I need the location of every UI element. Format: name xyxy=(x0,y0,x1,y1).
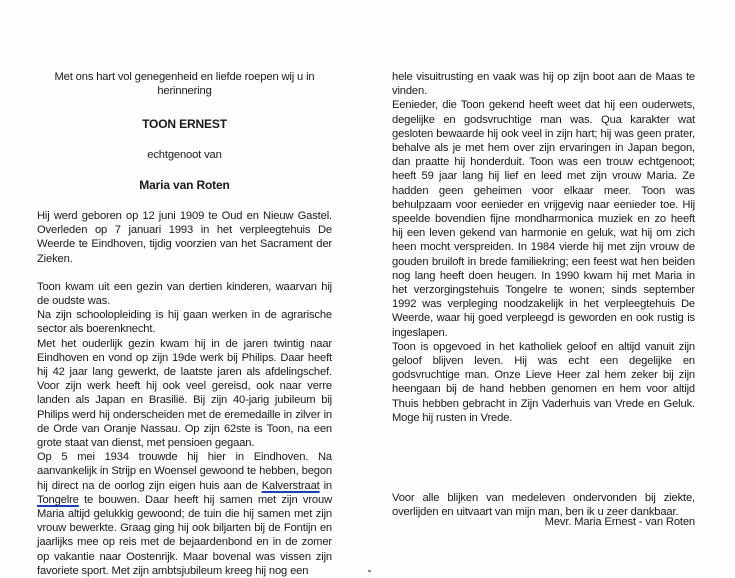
spouse-of-label: echtgenoot van xyxy=(147,148,222,161)
right-column xyxy=(392,70,695,425)
spouse-name: Maria van Roten xyxy=(139,177,230,192)
character-paragraph: Eenieder, die Toon gekend heeft weet dat hij een ouderwets, degelijke en godsvruchtige man was. Qua karakter wat gesloten bewaarde hij ook veel in zijn hart; hij was geen prater, behalve als je met hem over zijn ervaringen in Japan begon, dan praatte hij honderduit. Toon was een trouw echtgenoot; heeft 59 jaar lang hij lief en leed met zijn vrouw Maria. Ze hadden geen geheimen voor elkaar meer. Toon was behulpzaam voor eenieder en vrijgevig naar eenieder toe. Hij speelde bovendien fijne mondharmonica muziek en zo heeft hij een leven gekend van harmonie en geluk, wat hij om zich heen mocht verspreiden. In 1984 vierde hij met zijn vrouw de gouden bruiloft in brede familiekring; een feest wat hen beiden nog lang heeft doen heugen. In 1990 kwam hij met Maria in het verzorgingstehuis Tongelre te wonen; sinds september 1992 was verpleging noodzakelijk in het verpleegtehuis De Weerde, waar hij goed verpleegd is geworden en ook rustig is ingeslapen. xyxy=(392,99,695,339)
place-name: Tongelre xyxy=(37,493,79,506)
signature: Mevr. Maria Ernest - van Roten xyxy=(544,516,695,528)
marriage-paragraph xyxy=(37,450,332,578)
scan-speck xyxy=(368,570,371,572)
career-paragraph: Met het ouderlijk gezin kwam hij in de jaren twintig naar Eindhoven en vond op zijn 19de werk bij Philips. Daar heeft hij 42 jaar lang gewerkt, de laatste jaren als afdelingschef. Voor zijn werk heeft hij ook veel gereisd, ook naar verre landen als Japan en Brasilië. Bij zijn 40-jarig jubileum bij Philips werd hij onderscheiden met de eremedaille in zilver in de Orde van Oranje Nassau. Op zijn 62ste is Toon, na een grote staat van dienst, met pensioen gegaan. xyxy=(37,337,332,450)
family-paragraph: Toon kwam uit een gezin van dertien kinderen, waarvan hij de oudste was. xyxy=(37,280,332,308)
marriage-text-end: te bouwen. Daar heeft hij samen met zijn vrouw Maria altijd gelukkig gewoond; de tuin die hij samen met zijn vrouw bewerkte. Graag ging hij ook biljarten bij de Fontijn en jaarlijks mee op reis met de bejaardenbond en in de zomer op vakantie naar Oostenrijk. Maar bovenal was vissen zijn favoriete sport. Met zijn ambtsjubileum kreeg hij nog een xyxy=(37,493,332,577)
hobby-paragraph: hele visuitrusting en vaak was hij op zijn boot aan de Maas te vinden. xyxy=(392,71,695,98)
street-name: Kalverstraat xyxy=(261,479,320,492)
marriage-text-start: Op 5 mei 1934 trouwde hij hier in Eindhoven. Na aanvankelijk in Strijp en Woensel gewoond te hebben, begon hij direct na de oorlog zijn eigen huis aan de xyxy=(37,451,332,492)
opening-line: Met ons hart vol genegenheid en liefde roepen wij u in herinnering xyxy=(54,71,315,98)
thanks-paragraph: Voor alle blijken van medeleven ondervonden bij ziekte, overlijden en uitvaart van mijn man, ben ik u zeer dankbaar. xyxy=(392,492,695,519)
birth-death-paragraph: Hij werd geboren op 12 juni 1909 te Oud en Nieuw Gastel. Overleden op 7 januari 1993 in het verpleegtehuis De Weerde te Eindhoven, tijdig voorzien van het Sacrament der Zieken. xyxy=(37,210,332,265)
education-paragraph: Na zijn schoolopleiding is hij gaan werken in de agrarische sector als boerenknecht. xyxy=(37,309,332,336)
left-column xyxy=(37,70,332,578)
deceased-name: TOON ERNEST xyxy=(142,117,227,132)
faith-paragraph: Toon is opgevoed in het katholiek geloof en altijd vanuit zijn geloof blijven leven. Hij was echt een degelijke en godsvruchtige man. Onze Lieve Heer zal hem zeker bij zijn heengaan bij de hand hebben genomen en hem voor altijd Thuis hebben gebracht in Zijn Vaderhuis van Vrede en Geluk. Moge hij rusten in Vrede. xyxy=(392,340,695,424)
marriage-text-in: in xyxy=(319,479,332,492)
